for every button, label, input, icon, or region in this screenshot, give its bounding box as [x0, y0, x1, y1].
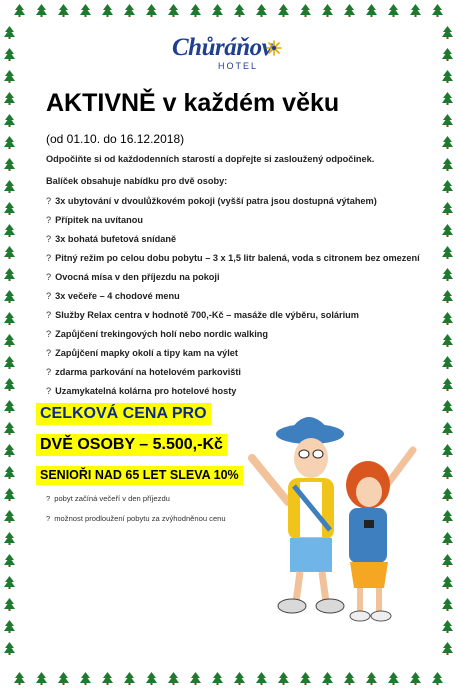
bullet-icon: ? [46, 494, 51, 503]
christmas-tree-icon [4, 554, 15, 567]
christmas-tree-icon [58, 672, 69, 685]
christmas-tree-icon [14, 4, 25, 17]
christmas-tree-icon [4, 92, 15, 105]
christmas-tree-icon [432, 672, 443, 685]
christmas-tree-icon [4, 268, 15, 281]
christmas-tree-icon [442, 466, 453, 479]
christmas-tree-icon [256, 4, 267, 17]
price-value: DVĚ OSOBY – 5.500,-Kč [36, 434, 227, 456]
christmas-tree-icon [80, 4, 91, 17]
christmas-tree-icon [442, 598, 453, 611]
christmas-tree-icon [322, 4, 333, 17]
christmas-tree-icon [442, 70, 453, 83]
snowflake-star-icon [266, 40, 282, 56]
christmas-tree-icon [432, 4, 443, 17]
christmas-tree-icon [4, 620, 15, 633]
christmas-tree-icon [442, 554, 453, 567]
christmas-tree-icon [4, 642, 15, 655]
package-item: ? 3x večeře – 4 chodové menu [46, 291, 180, 301]
christmas-tree-icon [4, 334, 15, 347]
christmas-tree-icon [4, 180, 15, 193]
bullet-icon: ? [46, 272, 52, 282]
hotel-logo [172, 34, 292, 74]
christmas-tree-icon [124, 4, 135, 17]
christmas-tree-icon [366, 672, 377, 685]
christmas-tree-icon [442, 92, 453, 105]
senior-discount-badge: SENIOŘI NAD 65 LET SLEVA 10% [36, 466, 243, 485]
christmas-tree-icon [4, 290, 15, 303]
christmas-tree-icon [4, 114, 15, 127]
christmas-tree-icon [442, 180, 453, 193]
christmas-tree-icon [442, 136, 453, 149]
note-item: ? možnost prodloužení pobytu za zvýhodněnou cenu [46, 514, 226, 523]
christmas-tree-icon [300, 672, 311, 685]
christmas-tree-icon [234, 4, 245, 17]
christmas-tree-icon [442, 400, 453, 413]
christmas-tree-icon [442, 356, 453, 369]
christmas-tree-icon [442, 642, 453, 655]
hiking-couple-illustration [248, 390, 418, 630]
christmas-tree-icon [212, 672, 223, 685]
christmas-tree-icon [4, 70, 15, 83]
christmas-tree-icon [300, 4, 311, 17]
christmas-tree-icon [278, 4, 289, 17]
christmas-tree-icon [442, 312, 453, 325]
christmas-tree-icon [388, 672, 399, 685]
christmas-tree-icon [4, 444, 15, 457]
christmas-tree-icon [4, 466, 15, 479]
christmas-tree-icon [102, 4, 113, 17]
christmas-tree-icon [36, 4, 47, 17]
christmas-tree-icon [442, 576, 453, 589]
package-item: ? Služby Relax centra v hodnotě 700,-Kč – masáže dle výběru, solárium [46, 310, 359, 320]
bullet-icon: ? [46, 367, 52, 377]
christmas-tree-icon [442, 48, 453, 61]
christmas-tree-icon [4, 136, 15, 149]
bullet-icon: ? [46, 291, 52, 301]
page-title: AKTIVNĚ v každém věku [46, 89, 340, 117]
bullet-icon: ? [46, 253, 52, 263]
christmas-tree-icon [212, 4, 223, 17]
christmas-tree-icon [4, 510, 15, 523]
christmas-tree-icon [234, 672, 245, 685]
bullet-icon: ? [46, 348, 52, 358]
christmas-tree-icon [442, 422, 453, 435]
christmas-tree-icon [4, 576, 15, 589]
christmas-tree-icon [4, 26, 15, 39]
christmas-tree-icon [4, 400, 15, 413]
christmas-tree-icon [442, 268, 453, 281]
bullet-icon: ? [46, 386, 52, 396]
christmas-tree-icon [442, 246, 453, 259]
date-range: (od 01.10. do 16.12.2018) [46, 132, 185, 146]
bullet-icon: ? [46, 196, 52, 206]
christmas-tree-icon [366, 4, 377, 17]
logo-subtitle: HOTEL [218, 61, 259, 71]
bullet-icon: ? [46, 329, 52, 339]
christmas-tree-icon [4, 378, 15, 391]
package-item: ? Pitný režim po celou dobu pobytu – 3 x 1,5 litr balená, voda s citronem bez omezení [46, 253, 420, 263]
logo-name: Chůráňov [172, 34, 273, 61]
christmas-tree-icon [442, 158, 453, 171]
package-item: ? 3x ubytování v dvoulůžkovém pokoji (vyšší patra jsou dostupná výtahem) [46, 196, 377, 206]
note-item: ? pobyt začíná večeří v den příjezdu [46, 494, 170, 503]
package-item: ? zdarma parkování na hotelovém parkovišti [46, 367, 241, 377]
christmas-tree-icon [4, 488, 15, 501]
christmas-tree-icon [410, 672, 421, 685]
christmas-tree-icon [344, 672, 355, 685]
christmas-tree-icon [124, 672, 135, 685]
christmas-tree-icon [442, 290, 453, 303]
christmas-tree-icon [4, 422, 15, 435]
christmas-tree-icon [442, 510, 453, 523]
package-item: ? Uzamykatelná kolárna pro hotelové hosty [46, 386, 237, 396]
christmas-tree-icon [168, 672, 179, 685]
bullet-icon: ? [46, 215, 52, 225]
christmas-tree-icon [322, 672, 333, 685]
package-heading: Balíček obsahuje nabídku pro dvě osoby: [46, 176, 228, 186]
christmas-tree-icon [256, 672, 267, 685]
package-item: ? Přípitek na uvítanou [46, 215, 143, 225]
christmas-tree-icon [36, 672, 47, 685]
christmas-tree-icon [442, 334, 453, 347]
christmas-tree-icon [190, 4, 201, 17]
christmas-tree-icon [410, 4, 421, 17]
package-item: ? Zapůjčení mapky okolí a tipy kam na výlet [46, 348, 238, 358]
christmas-tree-icon [4, 48, 15, 61]
christmas-tree-icon [146, 4, 157, 17]
christmas-tree-icon [168, 4, 179, 17]
christmas-tree-icon [4, 158, 15, 171]
price-label: CELKOVÁ CENA PRO [36, 403, 211, 425]
christmas-tree-icon [4, 224, 15, 237]
christmas-tree-icon [4, 246, 15, 259]
package-item: ? 3x bohatá bufetová snídaně [46, 234, 177, 244]
christmas-tree-icon [442, 224, 453, 237]
christmas-tree-icon [442, 444, 453, 457]
christmas-tree-icon [58, 4, 69, 17]
christmas-tree-icon [442, 620, 453, 633]
christmas-tree-icon [388, 4, 399, 17]
christmas-tree-icon [14, 672, 25, 685]
christmas-tree-icon [442, 114, 453, 127]
intro-text: Odpočiňte si od každodenních starostí a dopřejte si zasloužený odpočinek. [46, 154, 375, 164]
christmas-tree-icon [278, 672, 289, 685]
christmas-tree-icon [4, 532, 15, 545]
christmas-tree-icon [442, 488, 453, 501]
bullet-icon: ? [46, 514, 51, 523]
christmas-tree-icon [442, 378, 453, 391]
christmas-tree-icon [344, 4, 355, 17]
woman-figure [346, 450, 413, 621]
bullet-icon: ? [46, 234, 52, 244]
christmas-tree-icon [4, 598, 15, 611]
christmas-tree-icon [442, 202, 453, 215]
christmas-tree-icon [442, 26, 453, 39]
bullet-icon: ? [46, 310, 52, 320]
christmas-tree-icon [146, 672, 157, 685]
christmas-tree-icon [4, 356, 15, 369]
christmas-tree-icon [4, 312, 15, 325]
christmas-tree-icon [442, 532, 453, 545]
package-item: ? Ovocná mísa v den příjezdu na pokoji [46, 272, 220, 282]
christmas-tree-icon [80, 672, 91, 685]
package-item: ? Zapůjčení trekingových holí nebo nordic walking [46, 329, 268, 339]
christmas-tree-icon [4, 202, 15, 215]
christmas-tree-icon [102, 672, 113, 685]
christmas-tree-icon [190, 672, 201, 685]
man-figure [252, 417, 344, 613]
